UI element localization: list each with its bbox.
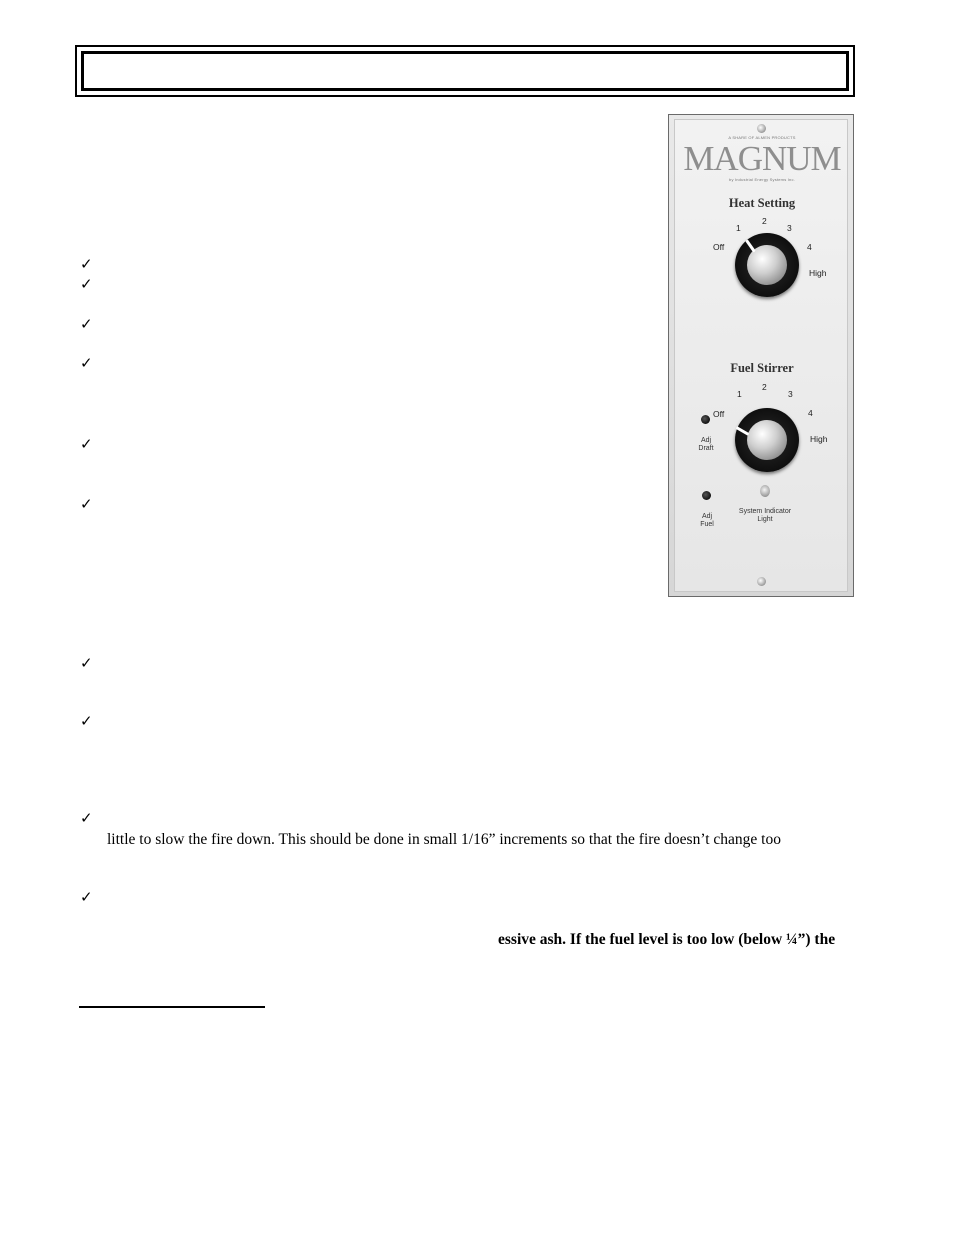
section-title-box-inner [81, 51, 849, 91]
check-icon: ✓ [80, 809, 93, 827]
heat-setting-label: Heat Setting [728, 196, 796, 210]
screw-icon [757, 124, 766, 133]
system-indicator-label: System Indicator Light [738, 508, 792, 523]
check-icon: ✓ [80, 654, 93, 672]
heat-tick-1: 1 [736, 223, 741, 233]
check-icon: ✓ [80, 315, 93, 333]
fuel-knob-pointer [736, 426, 750, 436]
control-panel-photo [668, 114, 854, 597]
heat-tick-off: Off [713, 242, 725, 252]
adj-fuel-indicator [702, 491, 711, 500]
heat-tick-3: 3 [787, 223, 792, 233]
fuel-tick-2: 2 [762, 382, 767, 392]
check-icon: ✓ [80, 275, 93, 293]
fuel-stirrer-knob[interactable] [735, 408, 799, 472]
check-icon: ✓ [80, 354, 93, 372]
adj-draft-label: Adj Draft [698, 437, 714, 452]
heat-tick-high: High [809, 268, 827, 278]
heat-knob-pointer [745, 239, 755, 252]
check-icon: ✓ [80, 712, 93, 730]
check-icon: ✓ [80, 495, 93, 513]
check-icon: ✓ [80, 435, 93, 453]
heat-tick-4: 4 [807, 242, 812, 252]
fuel-tick-high: High [810, 434, 828, 444]
heat-tick-2: 2 [762, 216, 767, 226]
fuel-stirrer-label: Fuel Stirrer [730, 361, 794, 375]
adj-draft-indicator [701, 415, 710, 424]
section-title-box [75, 45, 855, 97]
fuel-knob-cap [747, 420, 787, 460]
system-indicator-light [760, 485, 770, 497]
fuel-tick-off: Off [713, 409, 725, 419]
fuel-tick-3: 3 [788, 389, 793, 399]
check-icon: ✓ [80, 255, 93, 273]
fuel-tick-4: 4 [808, 408, 813, 418]
heat-setting-knob[interactable] [735, 233, 799, 297]
brand-subline: by Industrial Energy Systems Inc. [729, 177, 795, 182]
body-text-line: little to slow the fire down. This should be done in small 1/16” increments so that the fire doesn’t change too [107, 831, 781, 848]
screw-icon [757, 577, 766, 586]
brand-tagline: A SHARE OF ALMEN PRODUCTS [728, 135, 796, 140]
adj-fuel-label: Adj Fuel [700, 513, 714, 528]
check-icon: ✓ [80, 888, 93, 906]
brand-logo: MAGNUM [683, 139, 841, 178]
fuel-tick-1: 1 [737, 389, 742, 399]
heading-underline [79, 1006, 265, 1008]
bold-text-line: essive ash. If the fuel level is too low (below ¼”) the [498, 931, 836, 948]
